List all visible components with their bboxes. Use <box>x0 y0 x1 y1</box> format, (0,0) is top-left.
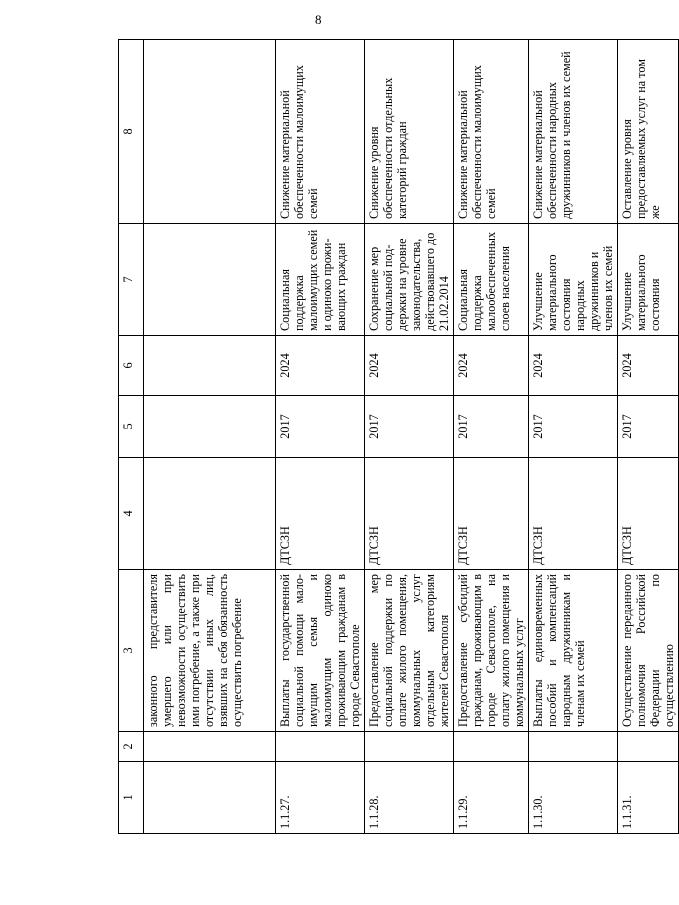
row-executor: ДТСЗН <box>454 458 529 570</box>
row-consequence: Оставление уровня предоставляемых услуг на том же <box>618 40 679 224</box>
row-measure: законного представителя умершего или при невозможности осуществить ими погребение, а также при отсутствии иных лиц, взявших на себя обязанность осуществить погребение <box>144 570 276 732</box>
row-start-year: 2017 <box>454 396 529 458</box>
row-executor: ДТСЗН <box>529 458 618 570</box>
table-row <box>618 40 679 834</box>
row-number <box>144 762 276 834</box>
row-number: 1.1.28. <box>365 762 454 834</box>
row-start-year <box>144 396 276 458</box>
row-start-year: 2017 <box>365 396 454 458</box>
header-cell: 7 <box>119 224 144 336</box>
measures-table <box>118 39 679 834</box>
row-start-year: 2017 <box>276 396 365 458</box>
row-result: Улучшение материального состояния народных дружинников и членов их семей <box>529 224 618 336</box>
row-number: 1.1.30. <box>529 762 618 834</box>
row-consequence: Снижение материальной обеспеченности народных дружинников и членов их семей <box>529 40 618 224</box>
row-end-year <box>144 336 276 396</box>
header-cell: 2 <box>119 732 144 762</box>
row-col2 <box>454 732 529 762</box>
header-cell: 3 <box>119 570 144 732</box>
row-consequence: Снижение уровня обеспеченности отдельных категорий граждан <box>365 40 454 224</box>
table-row <box>365 40 454 834</box>
row-measure: Предоставление мер социальной поддержки по оплате жилого помещения, коммунальных услуг отдельным категориям жителей Севастополя <box>365 570 454 732</box>
row-number: 1.1.27. <box>276 762 365 834</box>
header-cell: 6 <box>119 336 144 396</box>
rotated-table-frame <box>118 40 676 834</box>
row-col2 <box>144 732 276 762</box>
row-end-year: 2024 <box>529 336 618 396</box>
header-cell: 1 <box>119 762 144 834</box>
header-cell: 5 <box>119 396 144 458</box>
row-consequence: Снижение материальной обеспеченности малоимущих семей <box>276 40 365 224</box>
row-result: Социальная поддержка малоимущих семей и одиноко прожи-вающих граждан <box>276 224 365 336</box>
row-executor: ДТСЗН <box>365 458 454 570</box>
row-consequence <box>144 40 276 224</box>
table-row <box>454 40 529 834</box>
row-number: 1.1.31. <box>618 762 679 834</box>
row-end-year: 2024 <box>454 336 529 396</box>
page-number: 8 <box>315 12 322 27</box>
row-result: Улучшение материального состояния <box>618 224 679 336</box>
row-measure: Предоставление субсидий гражданам, проживающим в городе Севастополе, на оплату жилого помещения и коммунальных услуг <box>454 570 529 732</box>
row-result <box>144 224 276 336</box>
row-end-year: 2024 <box>276 336 365 396</box>
row-result: Социальная поддержка малообеспеченных слоев населения <box>454 224 529 336</box>
row-executor: ДТСЗН <box>618 458 679 570</box>
row-col2 <box>618 732 679 762</box>
table-row <box>144 40 276 834</box>
header-cell: 8 <box>119 40 144 224</box>
row-col2 <box>365 732 454 762</box>
row-executor <box>144 458 276 570</box>
table-wrapper <box>118 40 676 834</box>
row-measure: Выплаты единовременных пособий и компенсаций народным дружинникам и членам их семей <box>529 570 618 732</box>
row-number: 1.1.29. <box>454 762 529 834</box>
row-consequence: Снижение материальной обеспеченности малоимущих семей <box>454 40 529 224</box>
table-row <box>529 40 618 834</box>
row-col2 <box>276 732 365 762</box>
row-start-year: 2017 <box>618 396 679 458</box>
header-cell: 4 <box>119 458 144 570</box>
row-end-year: 2024 <box>365 336 454 396</box>
row-result: Сохранение мер социальной под-держки на уровне законодательства, действовавшего до 21.02.2014 <box>365 224 454 336</box>
row-start-year: 2017 <box>529 396 618 458</box>
row-measure: Осуществление переданного полномочия Российской Федерации по осуществлению <box>618 570 679 732</box>
header-row <box>119 40 144 834</box>
table-row <box>276 40 365 834</box>
row-col2 <box>529 732 618 762</box>
row-end-year: 2024 <box>618 336 679 396</box>
row-measure: Выплаты государственной социальной помощи мало-имущим семья и малоимущим одиноко проживающим гражданам в городе Севастополе <box>276 570 365 732</box>
row-executor: ДТСЗН <box>276 458 365 570</box>
